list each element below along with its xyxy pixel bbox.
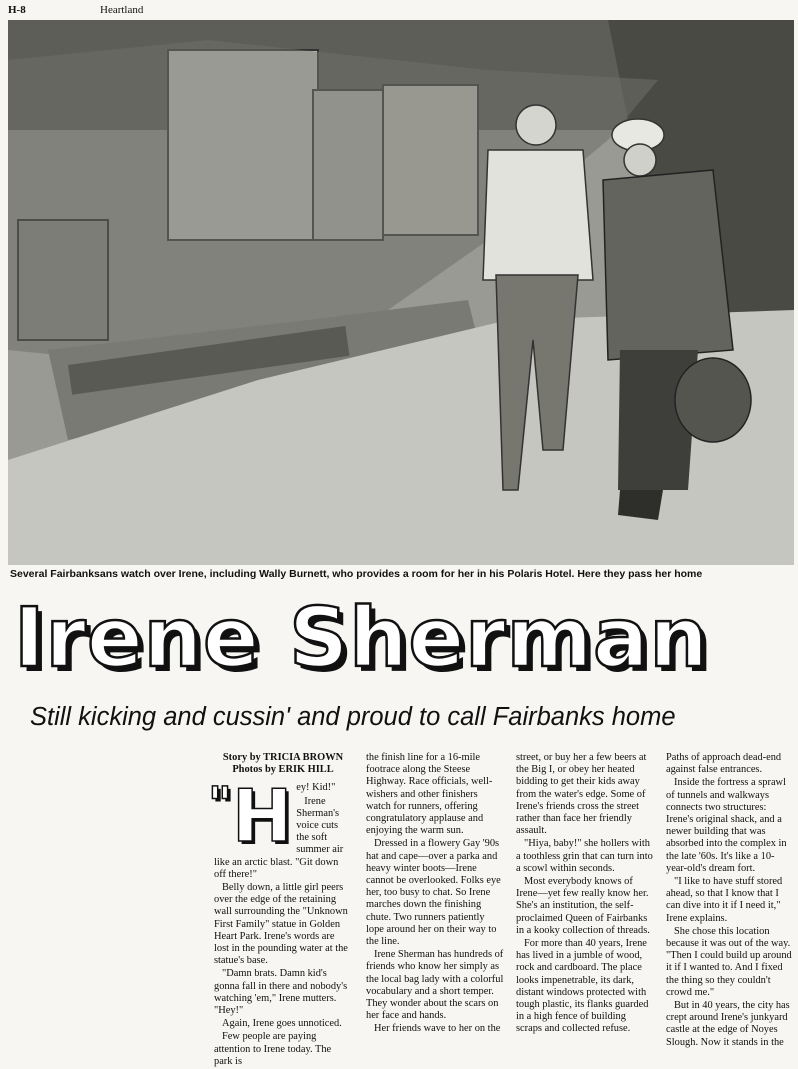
paragraph: Irene Sherman has hundreds of friends who know her simply as the local bag lady with a colorful vocabulary and a short temper. They wonder about the scars on her face and hands.: [366, 949, 504, 1022]
paragraph: "Damn brats. Damn kid's gonna fall in there and nobody's watching 'em," Irene mutters. "Hey!": [214, 968, 348, 1017]
article-column-1: [208, 752, 352, 1069]
paragraph: Irene Sherman's voice cuts the soft summer air like an arctic blast. "Git down off there!": [214, 795, 344, 880]
paragraph: "I like to have stuff stored ahead, so that I know that I can dive into it if I need it," Irene explains.: [666, 876, 783, 924]
drop-cap: [208, 774, 293, 859]
paragraph: "Hiya, baby!" she hollers with a toothless grin that can turn into a scowl within seconds.: [516, 838, 653, 874]
deck-subheadline: Still kicking and cussin' and proud to call Fairbanks home: [30, 703, 676, 731]
headline: Irene Sherman: [14, 591, 709, 686]
paragraph: Her friends wave to her on the: [374, 1023, 501, 1035]
paragraph: Most everybody knows of Irene—yet few really know her. She's an institution, the self-proclaimed Queen of Fairbanks in a kooky collection of threads.: [516, 876, 650, 936]
story-credit: Story by TRICIA BROWN: [222, 752, 344, 763]
paragraph: the finish line for a 16-mile footrace along the Steese Highway. Race officials, well-wishers and other finishers watch for runners, offering congratulatory applause and enjoying the warm sun.: [366, 752, 493, 837]
photo-credit: Photos by ERIK HILL: [232, 764, 334, 776]
paragraph: She chose this location because it was out of the way. "Then I could build up around it if I wanted to. And I fixed the thing so they couldn't crowd me.": [666, 925, 792, 998]
drop-cap-letter: H: [231, 774, 293, 859]
paragraph: ey! Kid!": [296, 782, 336, 794]
paragraph: But in 40 years, the city has crept around Irene's junkyard castle at the edge of Noyes Slough. Now it stands in the: [666, 1000, 790, 1048]
drop-cap-block: [208, 774, 352, 881]
paragraph: Again, Irene goes unnoticed.: [222, 1018, 342, 1030]
article-column-4: [666, 752, 794, 1050]
paragraph: Few people are paying attention to Irene today. The park is: [214, 1031, 332, 1067]
paragraph: Belly down, a little girl peers over the edge of the retaining wall surrounding the "Unknown First Family" statue in Golden Heart Park. Irene's words are lost in the pounding water at the statue's base.: [214, 882, 348, 967]
drop-cap-quote: ": [208, 777, 232, 832]
article-column-3: [516, 752, 654, 1037]
paragraph: Inside the fortress a sprawl of tunnels and walkways connects two structures: Irene's original shack, and a newer building that was absorbed into the complex in the late '60s. It's like a 10-year-old's dream fort.: [666, 777, 787, 874]
page-number: H-8: [8, 4, 26, 16]
photo-caption: Several Fairbanksans watch over Irene, including Wally Burnett, who provides a room for her in his Polaris Hotel. Here they pass her home: [10, 568, 703, 580]
photo-illustration: [8, 20, 794, 565]
paragraph: street, or buy her a few beers at the Big I, or obey her heated bidding to get their kids away from the water's edge. Some of Irene's friends cross the street rather than face her friendly assault.: [516, 752, 647, 837]
paragraph: Dressed in a flowery Gay '90s hat and cape—over a parka and heavy winter boots—Irene cannot be overlooked. Folks eye her, too busy to chat. So Irene marches down the finishing chute. Two runners patiently lope around her on their way to the line.: [366, 838, 501, 948]
section-name: Heartland: [100, 4, 144, 16]
article-column-2: [366, 752, 504, 1037]
news-photo: [8, 20, 794, 565]
paragraph: For more than 40 years, Irene has lived in a jumble of wood, rock and cardboard. The place looks impenetrable, its dark, distant windows protected with tough plastic, its flanks guarded in a high fence of building scraps and collected refuse.: [516, 938, 649, 1035]
paragraph: Paths of approach dead-end against false entrances.: [666, 752, 782, 776]
